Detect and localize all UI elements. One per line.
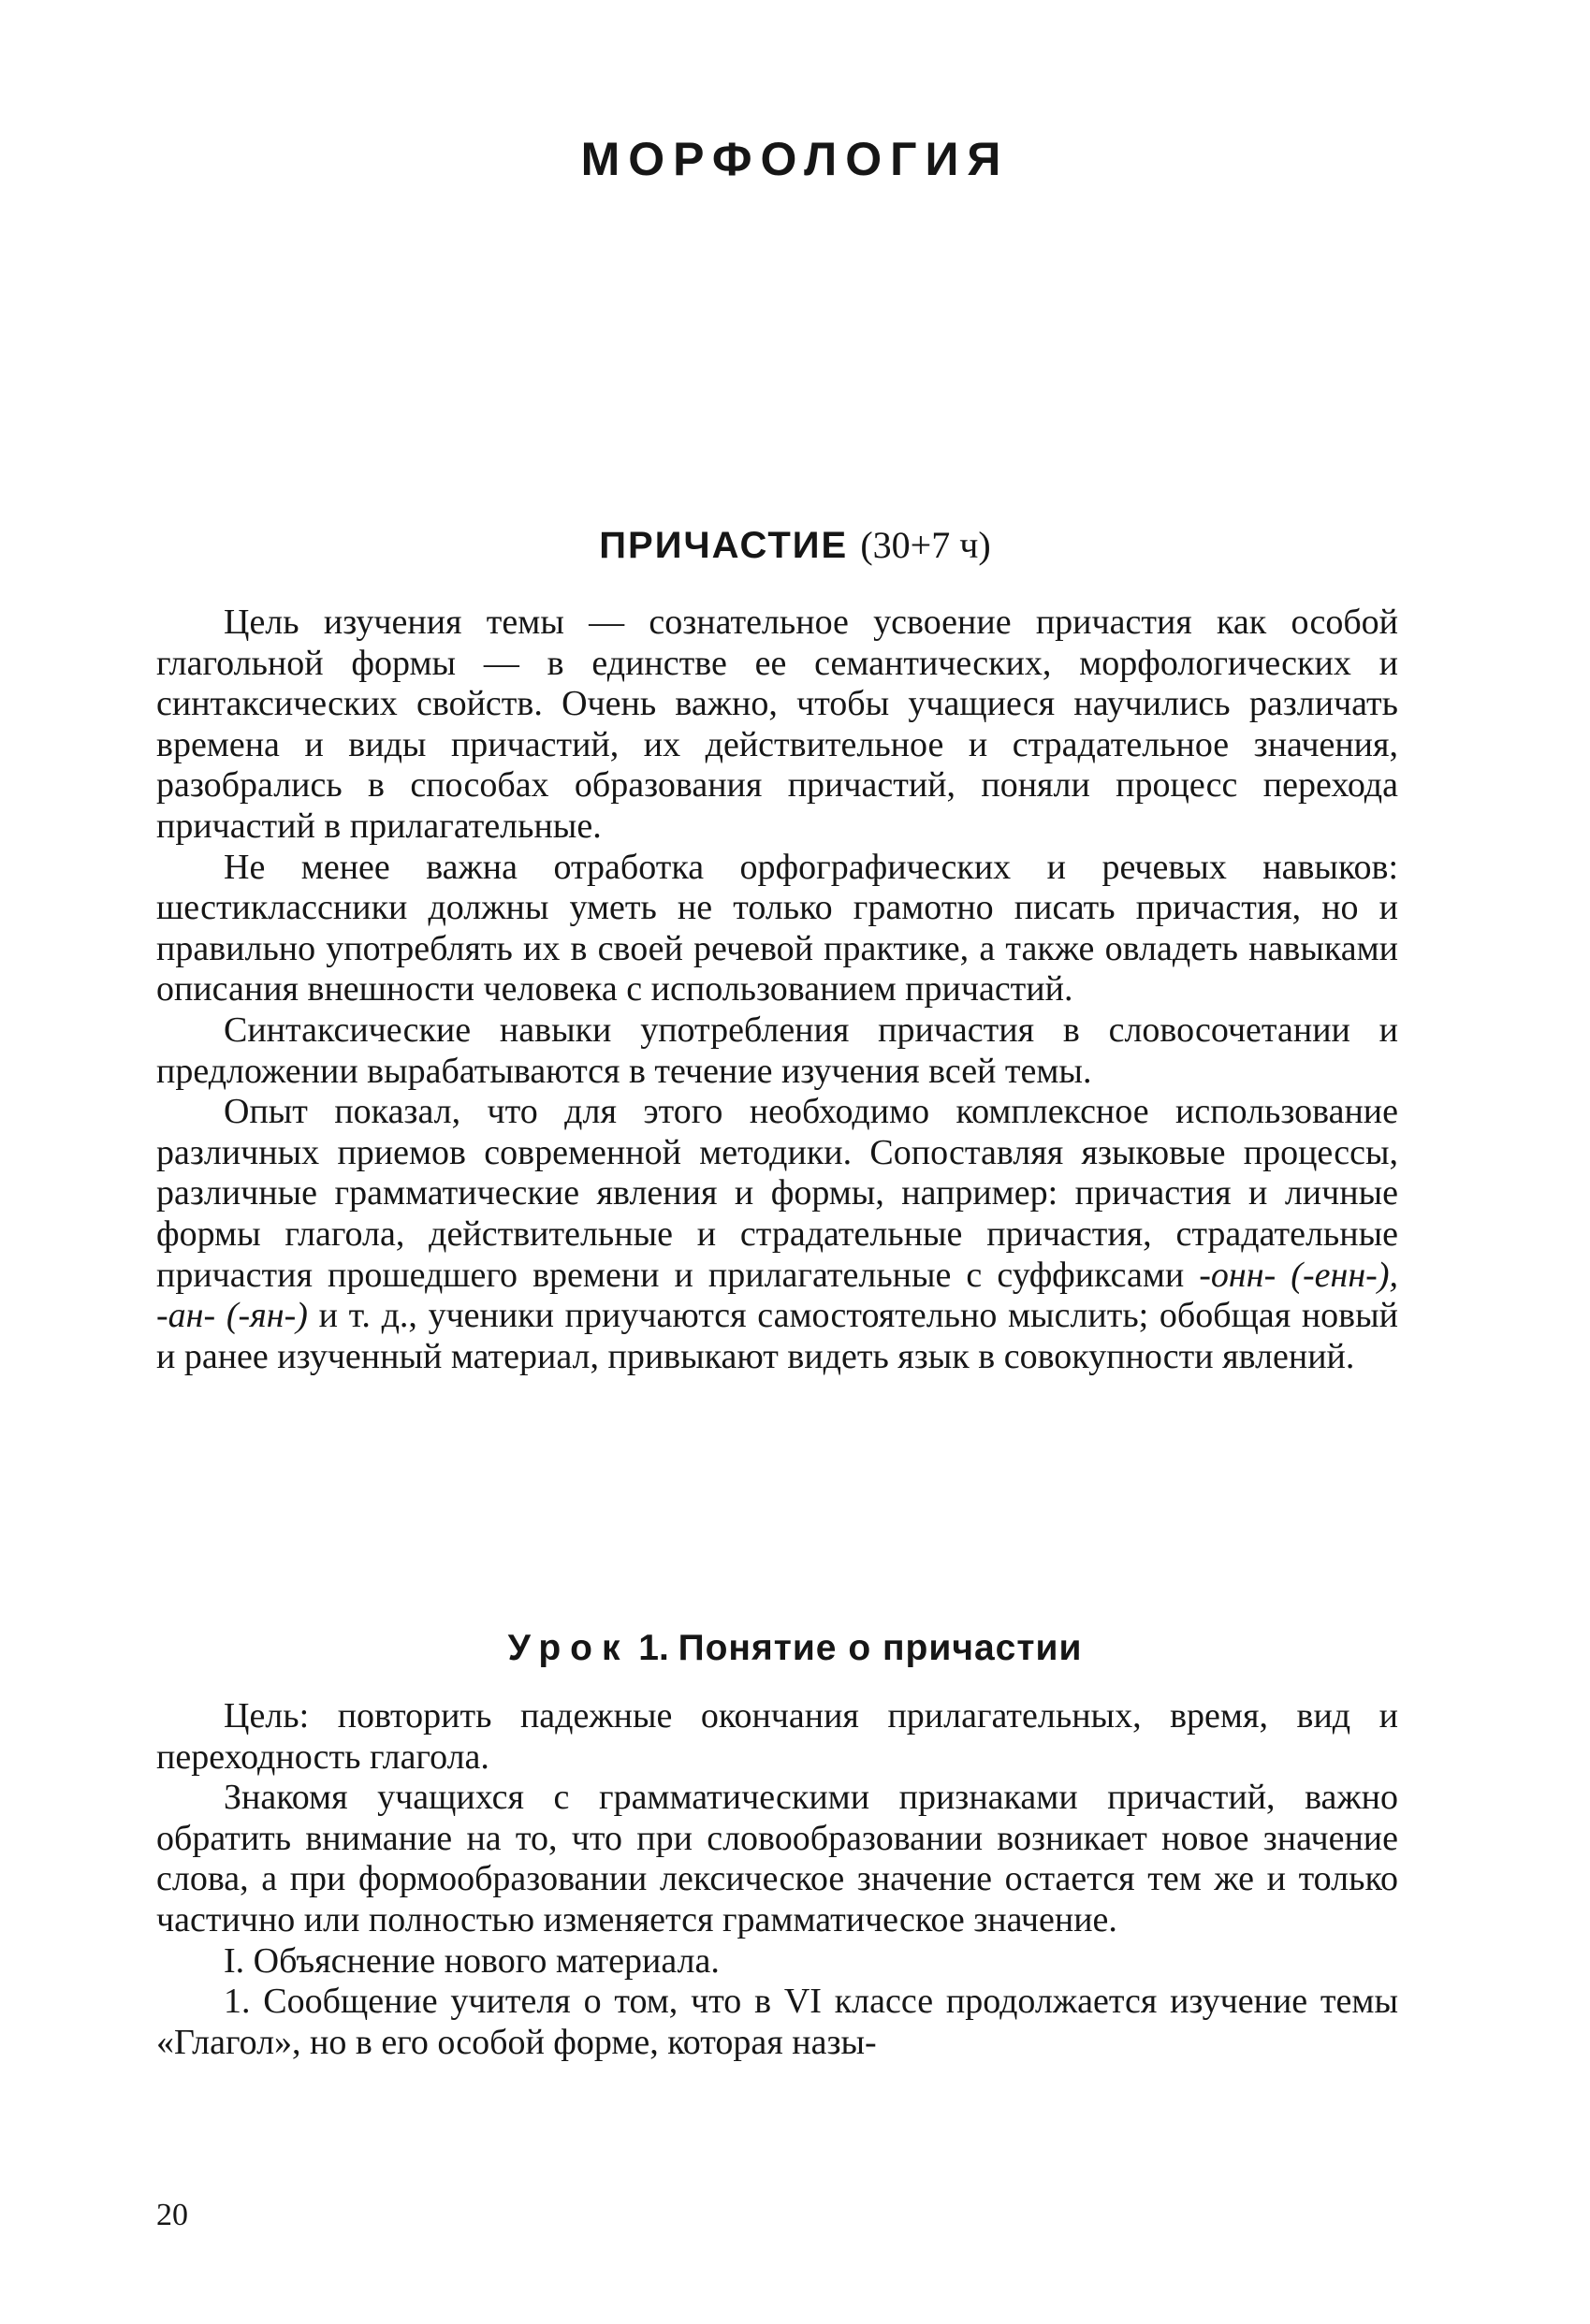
lesson-paragraph-4: 1. Сообщение учителя о том, что в VI классе продолжается изучение темы «Глагол», но в его особой форме, которая назы- bbox=[156, 1982, 1398, 2062]
intro-paragraph-2: Не менее важна отработка орфографических и речевых навыков: шестиклассники должны уметь не только грамотно писать причастия, но и правильно употреблять их в своей речевой практике, а также овладеть навыками описания внешности человека с использованием причастий. bbox=[156, 847, 1398, 1009]
lesson-number: 1. bbox=[638, 1628, 669, 1668]
lesson-word: Урок bbox=[507, 1628, 630, 1668]
lesson-paragraph-1: Цель: повторить падежные окончания прилагательных, время, вид и переходность глагола. bbox=[156, 1696, 1398, 1777]
lesson-text bbox=[156, 1696, 1398, 2063]
intro-paragraph-4-start: Опыт показал, что для этого необходимо комплексное использование различных приемов современной методики. Сопоставляя языковые процессы, различные грамматические явления и формы, например: причастия и личные формы глагола, действительные и страдательные причастия, страдательные причастия прошедшего времени и прилагательные с суффиксами bbox=[156, 1092, 1398, 1295]
intro-paragraph-1: Цель изучения темы — сознательное усвоение причастия как особой глагольной формы — в единстве ее семантических, морфологических и синтаксических свойств. Очень важно, чтобы учащиеся научились различать времена и виды причастий, их действительное и страдательное значения, разобрались в способах образования причастий, поняли процесс перехода причастий в прилагательные. bbox=[156, 603, 1398, 846]
lesson-paragraph-2: Знакомя учащихся с грамматическими признаками причастий, важно обратить внимание на то, что при словообразовании возникает новое значение слова, а при формообразовании лексическое значение остается тем же и только частично или полностью изменяется грамматическое значение. bbox=[156, 1778, 1398, 1939]
section-title bbox=[0, 522, 1590, 569]
part-title: МОРФОЛОГИЯ bbox=[580, 133, 1010, 185]
page-number: 20 bbox=[156, 2198, 188, 2232]
intro-paragraph-4 bbox=[156, 1092, 1398, 1377]
section-hours: (30+7 ч) bbox=[860, 524, 991, 566]
lesson-name: Понятие о причастии bbox=[678, 1628, 1083, 1668]
lesson-paragraph-3: I. Объяснение нового материала. bbox=[224, 1940, 720, 1981]
section-title-text: ПРИЧАСТИЕ bbox=[599, 525, 849, 566]
lesson-title bbox=[0, 1626, 1590, 1671]
suffix-examples: -онн- (-енн-), -ан- (-ян-) bbox=[156, 1255, 1398, 1336]
intro-paragraph-4-end: и т. д., ученики приучаются самостоятельно мыслить; обобщая новый и ранее изученный материал, привыкают видеть язык в совокупности явлений. bbox=[156, 1296, 1398, 1376]
intro-paragraph-3: Синтаксические навыки употребления причастия в словосочетании и предложении вырабатываются в течение изучения всей темы. bbox=[156, 1009, 1398, 1091]
intro-text bbox=[156, 603, 1398, 1377]
